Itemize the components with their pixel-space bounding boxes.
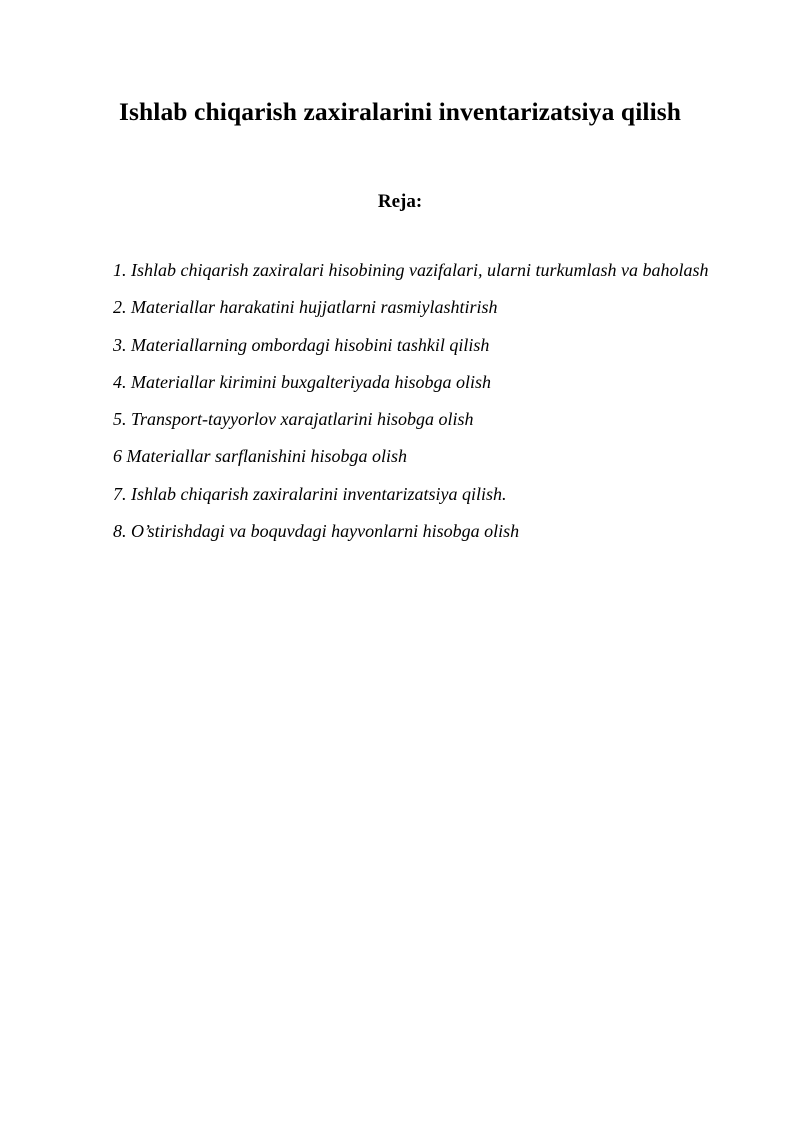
- list-item: 6 Materiallar sarflanishini hisobga olish: [113, 446, 408, 467]
- list-item: 1. Ishlab chiqarish zaxiralari hisobining vazifalari, ularni turkumlash va baholash: [113, 260, 709, 280]
- list-item: 3. Materiallarning ombordagi hisobini tashkil qilish: [113, 334, 490, 355]
- list-item: 2. Materiallar harakatini hujjatlarni rasmiylashtirish: [113, 297, 498, 318]
- list-item: 5. Transport-tayyorlov xarajatlarini hisobga olish: [113, 409, 474, 430]
- list-item: 7. Ishlab chiqarish zaxiralarini inventarizatsiya qilish.: [113, 483, 507, 504]
- list-item: 4. Materiallar kirimini buxgalteriyada hisobga olish: [113, 371, 491, 392]
- plan-list: [113, 252, 749, 550]
- plan-heading: Reja:: [377, 190, 423, 212]
- page-title: Ishlab chiqarish zaxiralarini inventarizatsiya qilish: [118, 97, 682, 127]
- list-item: 8. O’stirishdagi va boquvdagi hayvonlarni hisobga olish: [113, 521, 520, 542]
